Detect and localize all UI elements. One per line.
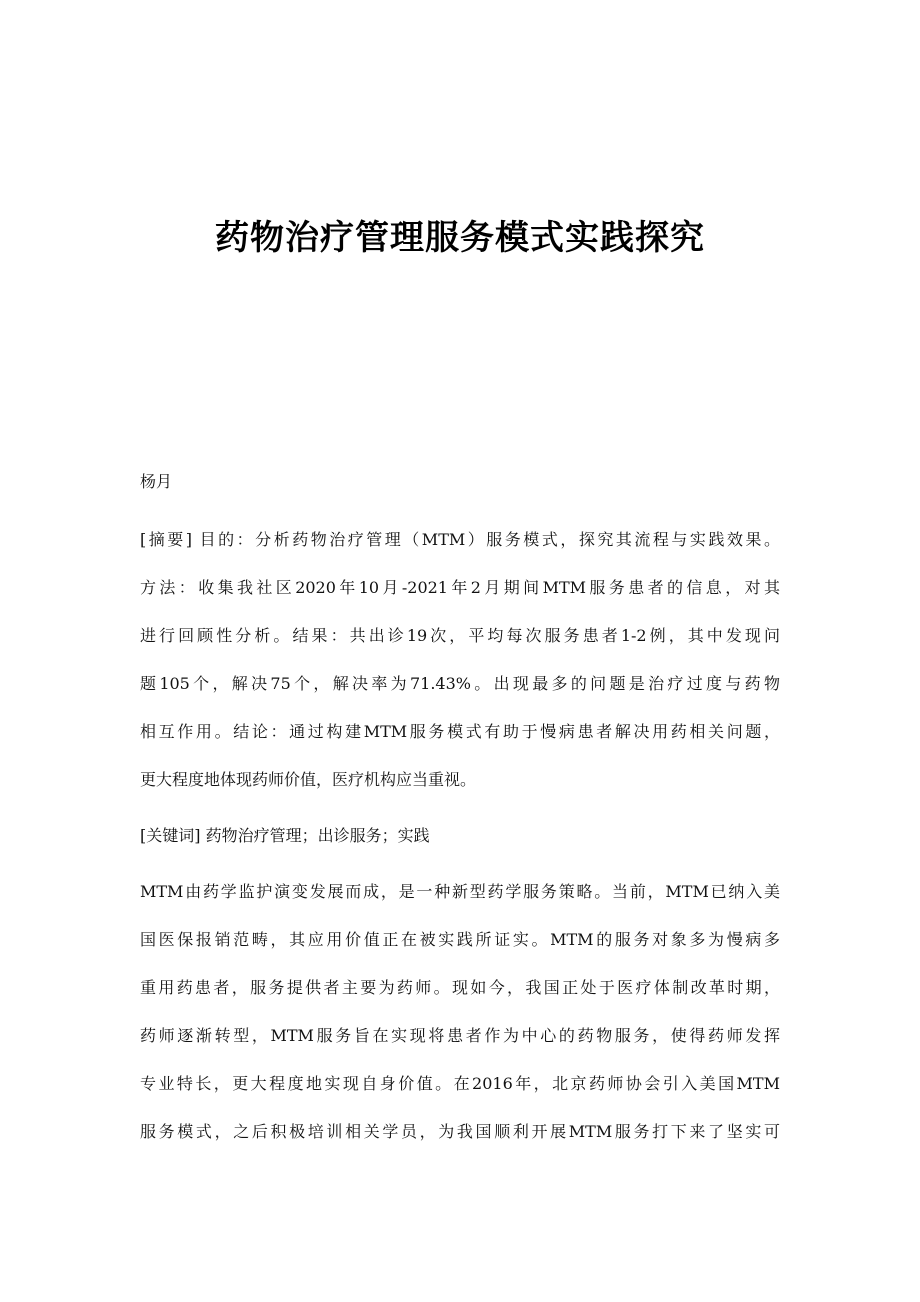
abstract-line: 更大程度地体现药师价值，医疗机构应当重视。 bbox=[140, 770, 477, 789]
keywords-line: [关键词] 药物治疗管理；出诊服务；实践 bbox=[140, 826, 430, 845]
abstract-line: [摘要] 目的：分析药物治疗管理（MTM）服务模式，探究其流程与实践效果。 bbox=[140, 530, 780, 549]
abstract-line: 相互作用。结论：通过构建MTM服务模式有助于慢病患者解决用药相关问题， bbox=[140, 722, 780, 741]
body-line: 药师逐渐转型，MTM服务旨在实现将患者作为中心的药物服务，使得药师发挥 bbox=[140, 1026, 780, 1045]
body-line: 重用药患者，服务提供者主要为药师。现如今，我国正处于医疗体制改革时期， bbox=[140, 978, 780, 997]
abstract-line: 题105个，解决75个，解决率为71.43%。出现最多的问题是治疗过度与药物 bbox=[140, 674, 780, 693]
body-line: 专业特长，更大程度地实现自身价值。在2016年，北京药师协会引入美国MTM bbox=[140, 1074, 780, 1093]
abstract-line: 方法：收集我社区2020年10月-2021年2月期间MTM服务患者的信息，对其 bbox=[140, 578, 780, 597]
body-line: 服务模式，之后积极培训相关学员，为我国顺利开展MTM服务打下来了坚实可 bbox=[140, 1122, 780, 1141]
abstract-line: 进行回顾性分析。结果：共出诊19次，平均每次服务患者1-2例，其中发现问 bbox=[140, 626, 780, 645]
body-line: MTM由药学监护演变发展而成，是一种新型药学服务策略。当前，MTM已纳入美 bbox=[140, 882, 780, 901]
body-line: 国医保报销范畴，其应用价值正在被实践所证实。MTM的服务对象多为慢病多 bbox=[140, 930, 780, 949]
author-name: 杨月 bbox=[140, 472, 173, 491]
document-title: 药物治疗管理服务模式实践探究 bbox=[215, 218, 705, 258]
